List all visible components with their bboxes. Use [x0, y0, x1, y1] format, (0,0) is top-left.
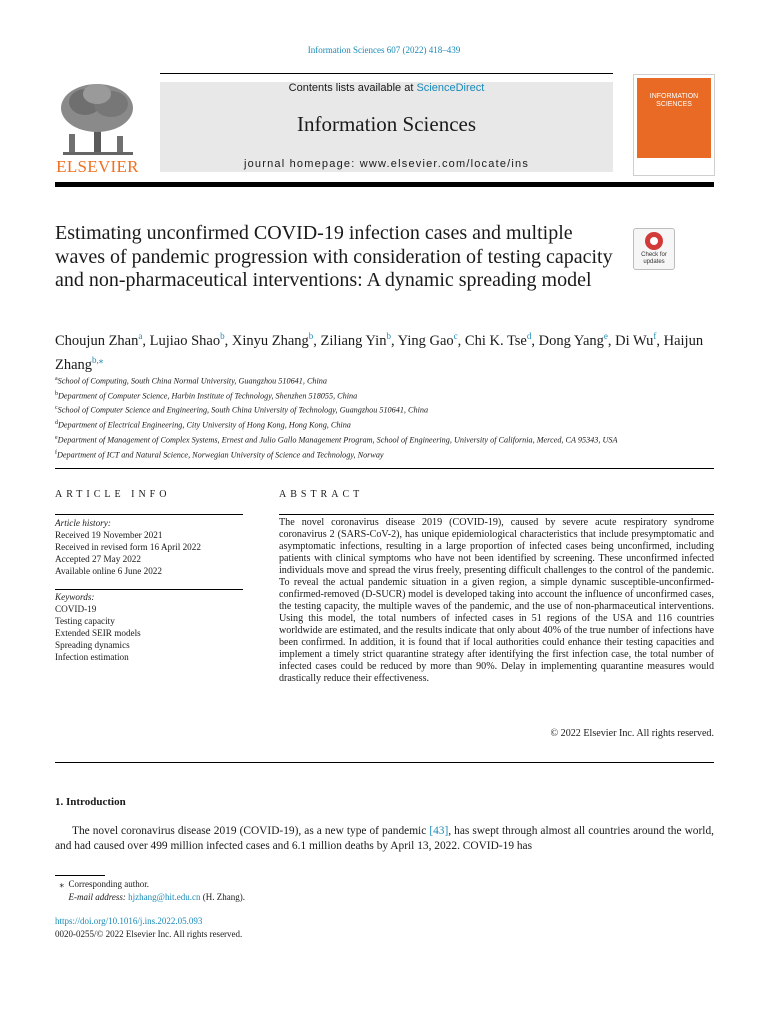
keyword-item: Testing capacity [55, 616, 115, 626]
contents-prefix: Contents lists available at [288, 82, 417, 94]
check-for-updates-badge[interactable] [633, 228, 675, 270]
section-heading-introduction: 1. Introduction [55, 796, 126, 808]
check-updates-icon [645, 232, 663, 250]
article-history [55, 517, 245, 577]
doi-link[interactable]: https://doi.org/10.1016/j.ins.2022.05.093 [55, 916, 203, 926]
keyword-item: Infection estimation [55, 652, 129, 662]
corresponding-author-note: ⁎ Corresponding author. [59, 879, 149, 889]
elsevier-wordmark: ELSEVIER [56, 157, 139, 176]
author[interactable]: Ying Gao [397, 332, 454, 349]
email-link[interactable]: hjzhang@hit.edu.cn [128, 891, 201, 902]
masthead-bottom-rule [55, 182, 714, 187]
abstract-body: The novel coronavirus disease 2019 (COVID-19), caused by severe acute respiratory syndrome coronavirus 2 (SARS-CoV-2), has unique epidemiological characteristics that include presymptomatic and asymptomatic infections, resulting in a large proportion of infected cases being unconfirmed, including patients with clinical symptoms who have not been identified by screening. These unconfirmed infected individuals move and spread the virus freely, presenting difficult challenges to the control of the pandemic. To reveal the actual pandemic situation in a given region, a simple dynamic susceptible-unconfirmed-confirmed-removed (D-SUCR) model is developed taking into account the influence of unconfirmed cases, the testing capacity, the multiple waves of the pandemic, and the use of non-pharmaceutical interventions. Using this model, the total numbers of infected cases in 51 regions of the USA and 116 countries worldwide are estimated, and the results indicate that only about 40% of the true number of infections have been confirmed. In addition, it is found that if local authorities could enhance their testing capacities and implement a timely strict quarantine strategy after identifying the first infection case, the total number of infected cases could be reduced by more than 90%. Delay in implementing quarantine measures would drastically reduce their effectiveness. [279, 517, 714, 684]
keywords [55, 591, 245, 663]
author[interactable]: Dong Yang [538, 332, 604, 349]
author-affiliation-mark[interactable]: b,⁎ [92, 354, 104, 365]
keywords-rule [55, 589, 243, 590]
introduction-paragraph: The novel coronavirus disease 2019 (COVID-19), as a new type of pandemic [43], has swept through almost all countries around the world, and had caused over 499 million infected cases and 6.1 million deaths by April 13, 2022. COVID-19 has [55, 825, 715, 852]
author-affiliation-mark[interactable]: a [138, 331, 143, 341]
abstract-heading: ABSTRACT [279, 489, 364, 500]
footnote [55, 878, 455, 903]
section-divider [55, 468, 714, 469]
journal-homepage[interactable]: journal homepage: www.elsevier.com/locate/ins [243, 158, 530, 170]
author[interactable]: Lujiao Shao [149, 332, 221, 349]
footnote-rule [55, 875, 105, 876]
doi-block [55, 915, 455, 940]
author[interactable]: Haijun Zhang [55, 332, 704, 373]
author-affiliation-mark[interactable]: d [526, 331, 532, 341]
affiliation-item: $^b$Department of Computer Science, Harbin Institute of Technology, Shenzhen 518055, China [55, 390, 358, 401]
sciencedirect-link[interactable]: ScienceDirect [416, 82, 485, 94]
author-affiliation-mark[interactable]: b [220, 331, 225, 341]
abstract-rule [279, 514, 714, 515]
author-affiliation-mark[interactable]: f [653, 331, 657, 341]
cover-title: INFORMATION SCIENCES [649, 93, 699, 108]
author[interactable]: Di Wu [615, 332, 654, 349]
author-affiliation-mark[interactable]: b [386, 331, 391, 341]
citation-link[interactable]: [43] [429, 825, 449, 837]
journal-name: Information Sciences [296, 112, 477, 136]
abstract-copyright: © 2022 Elsevier Inc. All rights reserved. [550, 728, 714, 739]
affiliation-item: $^e$Department of Management of Complex Systems, Ernest and Julio Gallo Management Program, School of Engineering, University of California, Merced, CA 95343, USA [55, 434, 618, 445]
masthead-top-rule [160, 73, 613, 74]
contents-available-line [160, 82, 613, 94]
article-info-rule [55, 514, 243, 515]
author-affiliation-mark[interactable]: e [603, 331, 608, 341]
author-affiliation-mark[interactable]: b [308, 331, 314, 341]
author[interactable]: Choujun Zhan [55, 332, 139, 349]
history-item: Available online 6 June 2022 [55, 566, 162, 576]
affiliation-item: $^f$Department of ICT and Natural Science, Norwegian University of Science and Technology, Norway [55, 449, 384, 460]
history-item: Received 19 November 2021 [55, 530, 163, 540]
journal-cover-thumbnail[interactable] [633, 74, 715, 176]
main-divider [55, 762, 714, 763]
history-label: Article history: [55, 518, 111, 528]
history-item: Received in revised form 16 April 2022 [55, 542, 201, 552]
affiliations [55, 373, 715, 461]
author[interactable]: Xinyu Zhang [231, 332, 309, 349]
keyword-item: COVID-19 [55, 604, 97, 614]
author[interactable]: Chi K. Tse [464, 332, 527, 349]
cover-orange-block [637, 78, 711, 158]
keywords-label: Keywords: [55, 592, 95, 602]
article-title: Estimating unconfirmed COVID-19 infection cases and multiple waves of pandemic progression with consideration of testing capacity and non-pharmaceutical interventions: A dynamic spreading model [55, 222, 613, 291]
affiliation-item: $^d$Department of Electrical Engineering, City University of Hong Kong, Hong Kong, China [55, 420, 351, 430]
history-item: Accepted 27 May 2022 [55, 554, 141, 564]
author[interactable]: Ziliang Yin [320, 332, 387, 349]
keyword-item: Spreading dynamics [55, 640, 130, 650]
article-info-heading: ARTICLE INFO [55, 489, 171, 500]
affiliation-item: $^a$School of Computing, South China Normal University, Guangzhou 510641, China [55, 376, 327, 386]
keyword-item: Extended SEIR models [55, 628, 141, 638]
check-updates-label: Check for updates [641, 252, 667, 265]
email-note: E-mail address: hjzhang@hit.edu.cn (H. Zhang). [68, 891, 245, 902]
author-list: Choujun Zhan$^a$, Lujiao Shao$^b$, Xinyu Zhang$^b$, Ziliang Yin$^b$, Ying Gao$^c$, Chi K. Tse$^d$, Dong Yang$^e$, Di Wu$^f$, Haijun Zhang$^{b,⁎}$ [55, 331, 704, 373]
author-affiliation-mark[interactable]: c [453, 331, 458, 341]
affiliation-item: $^c$School of Computer Science and Engineering, South China University of Technology, Guangzhou 510641, China [55, 405, 429, 416]
issn-copyright: 0020-0255/© 2022 Elsevier Inc. All rights reserved. [55, 928, 243, 939]
journal-reference[interactable]: Information Sciences 607 (2022) 418–439 [307, 45, 461, 55]
